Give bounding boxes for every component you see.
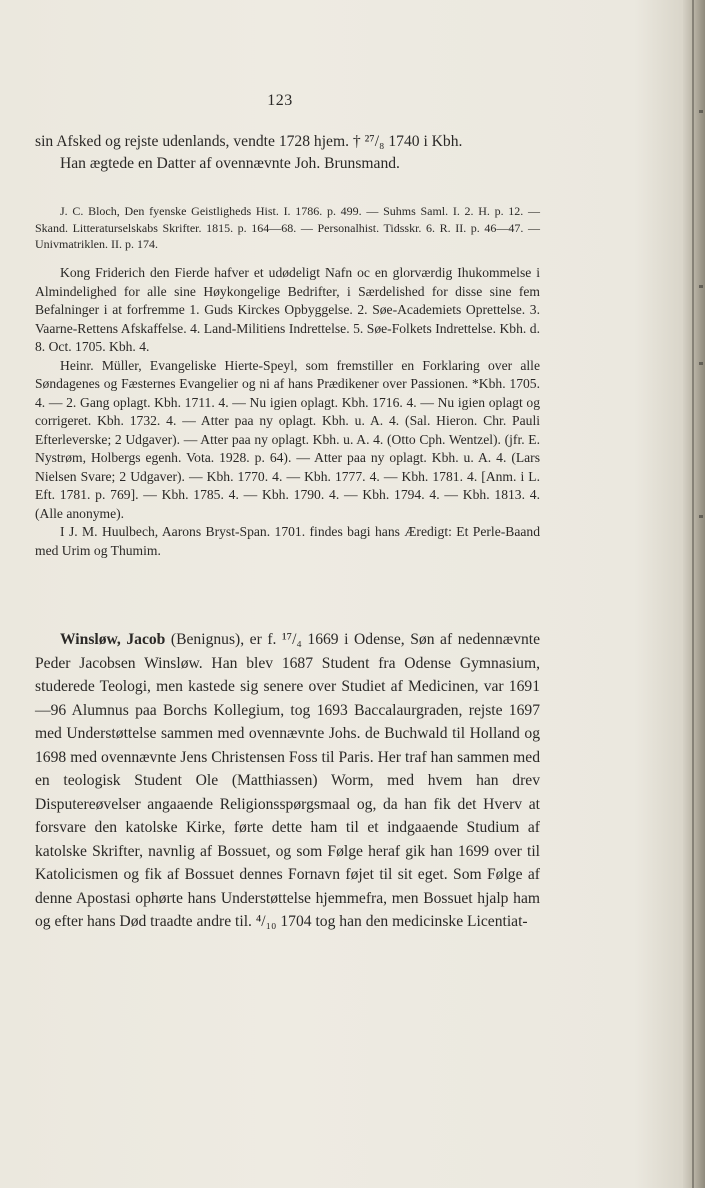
intro-section [35,131,540,175]
sources-text: J. C. Bloch, Den fyenske Geistligheds Hist. I. 1786. p. 499. — Suhms Saml. I. 2. H. p. 12. — Skand. Litteraturselskabs Skrifter. 1815. p. 164—68. — Personalhist. Tidsskr. 6. R. II. p. 46—47. — Univmatriklen. II. p. 174. [35,204,540,252]
binding-mark [699,362,703,365]
work-item: Heinr. Müller, Evangeliske Hierte-Speyl, som fremstiller en Forklaring over alle Søndagenes og Fæsternes Evangelier og ni af hans Prædikener over Passionen. *Kbh. 1705. 4. — 2. Gang oplagt. Kbh. 1711. 4. — Nu igien oplagt. Kbh. 1716. 4. — Nu igien oplagt og corrigeret. Kbh. 1732. 4. — Atter paa ny oplagt. Kbh. u. A. 4. (Sal. Hieron. Chr. Pauli Efterleverske; 2 Udgaver). — Atter paa ny oplagt. Kbh. u. A. 4. (Otto Cph. Wentzel). (jfr. E. Nystrøm, Holbergs egenh. Vota. 1928. p. 64). — Atter paa ny oplagt. Kbh. u. A. 4. (Lars Nielsen Svare; 2 Udgaver). — Kbh. 1770. 4. — Kbh. 1777. 4. — Kbh. 1781. 4. [Anm. i L. Eft. 1781. p. 769]. — Kbh. 1785. 4. — Kbh. 1790. 4. — Kbh. 1794. 4. — Kbh. 1813. 4. (Alle anonyme). [35,357,540,521]
entry-text: (Benignus), er f. ¹⁷/₄ 1669 i Odense, Søn af nedennævnte Peder Jacobsen Winsløw. Han blev 1687 Student fra Odense Gymnasium, studerede Teologi, men kastede sig senere over Studiet af Medicinen, var 1691—96 Alumnus paa Borchs Kollegium, tog 1693 Baccalaurgraden, rejste 1697 med Understøttelse sammen med ovennævnte Johs. de Buchwald til Holland og 1698 med ovennævnte Jens Christensen Foss til Paris. Her traf han sammen med en teologisk Student Ole (Matthiassen) Worm, med hvem han drev Disputereøvelser angaaende Religionsspørgsmaal og, da han fik det Hverv at forsvare den katolske Kirke, førte dette ham til et indgaaende Studium af katolske Skrifter, navnlig af Bossuet, og som Følge heraf gik han 1699 over til Katolicismen og fik af Bossuet dennes Fornavn føjet til sit eget. Som Følge af denne Apostasi ophørte hans Understøttelse hjemmefra, men Bossuet hjalp ham og efter hans Død traadte andre til. ⁴/₁₀ 1704 tog han den medicinske Licentiat- [35,631,540,930]
works-section [35,264,540,560]
page-number: 123 [267,92,293,109]
entry-section [35,628,540,934]
entry-name: Winsløw, Jacob [60,631,166,648]
intro-line-2: Han ægtede en Datter af ovennævnte Joh. Brunsmand. [60,155,400,172]
work-item: I J. M. Huulbech, Aarons Bryst-Span. 1701. findes bagi hans Æredigt: Et Perle-Baand med Urim og Thumim. [35,524,540,558]
binding-mark [699,515,703,518]
spine-line [692,0,694,1188]
binding-mark [699,110,703,113]
intro-line-1: sin Afsked og rejste udenlands, vendte 1728 hjem. † ²⁷/₈ 1740 i Kbh. [35,133,463,150]
sources-section [35,203,540,253]
work-item: Kong Friderich den Fierde hafver et udødeligt Nafn oc en glorværdig Ihukommelse i Almindelighed for alle sine Høykongelige Bedrifter, i Særdelished for disse sine fem Befalninger i at forfremme 1. Guds Kirckes Opbyggelse. 2. Søe-Academiets Oprettelse. 3. Vaarne-Rettens Afskaffelse. 4. Land-Militiens Indrettelse. 5. Søe-Folkets Indrettelse. Kbh. d. 8. Oct. 1705. Kbh. 4. [35,265,540,354]
entry-paragraph [35,628,540,934]
binding-mark [699,285,703,288]
book-binding-edge [683,0,705,1188]
